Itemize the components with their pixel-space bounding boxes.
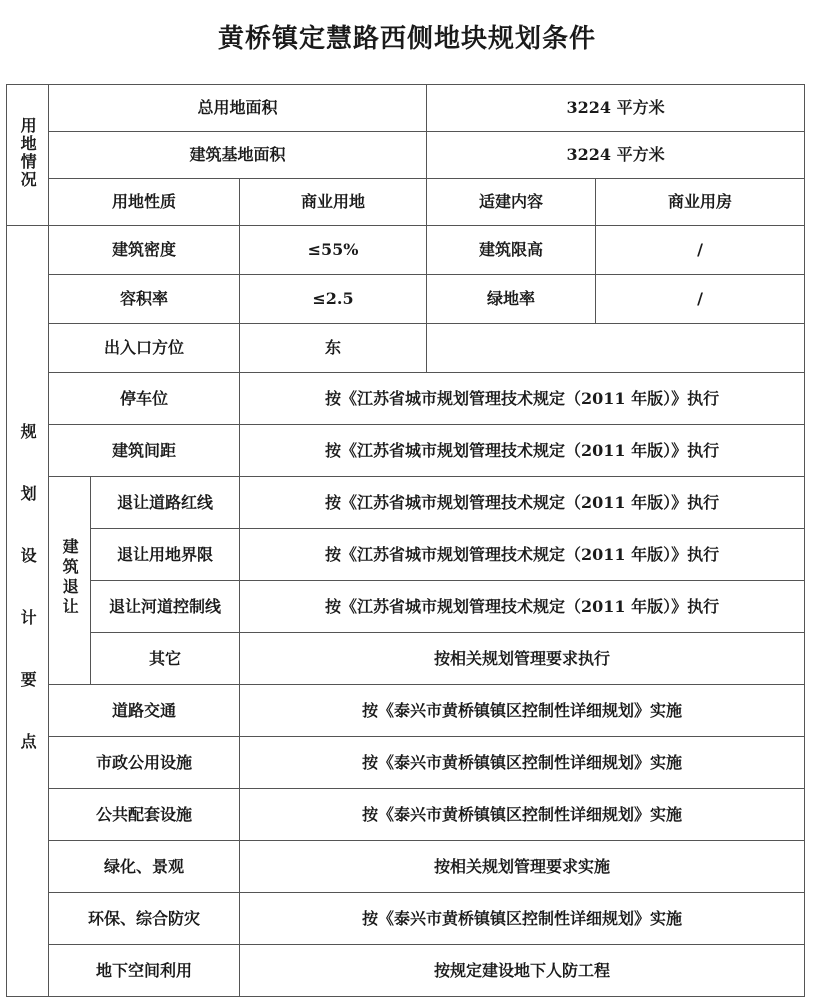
river-line-value: 按《江苏省城市规划管理技术规定（2011 年版）》执行 — [240, 581, 805, 633]
height-limit-label: 建筑限高 — [427, 226, 596, 275]
suitable-content-label: 适建内容 — [427, 179, 596, 226]
table-row — [7, 893, 805, 945]
height-limit-value: / — [596, 226, 805, 275]
building-base-area-value: 3224 平方米 — [427, 132, 805, 179]
table-row — [7, 685, 805, 737]
far-label: 容积率 — [49, 275, 240, 324]
setback-label: 建筑退让 — [60, 538, 80, 619]
table-row — [7, 324, 805, 373]
planning-section-label-cell — [7, 226, 49, 997]
road-red-line-label: 退让道路红线 — [91, 477, 240, 529]
parking-value: 按《江苏省城市规划管理技术规定（2011 年版）》执行 — [240, 373, 805, 425]
green-ratio-value: / — [596, 275, 805, 324]
municipal-label: 市政公用设施 — [49, 737, 240, 789]
table-row — [7, 529, 805, 581]
planning-conditions-table — [6, 84, 805, 997]
total-area-label: 总用地面积 — [49, 85, 427, 132]
table-row — [7, 425, 805, 477]
table-row — [7, 477, 805, 529]
setback-other-value: 按相关规划管理要求执行 — [240, 633, 805, 685]
land-boundary-value: 按《江苏省城市规划管理技术规定（2011 年版）》执行 — [240, 529, 805, 581]
spacing-label: 建筑间距 — [49, 425, 240, 477]
table-row — [7, 226, 805, 275]
table-row — [7, 945, 805, 997]
table-row — [7, 841, 805, 893]
empty-cell — [427, 324, 805, 373]
land-section-label-cell — [7, 85, 49, 226]
environment-value: 按《泰兴市黄桥镇镇区控制性详细规划》实施 — [240, 893, 805, 945]
suitable-content-value: 商业用房 — [596, 179, 805, 226]
entrance-label: 出入口方位 — [49, 324, 240, 373]
table-row — [7, 737, 805, 789]
table-row — [7, 179, 805, 226]
greening-value: 按相关规划管理要求实施 — [240, 841, 805, 893]
density-label: 建筑密度 — [49, 226, 240, 275]
greening-label: 绿化、景观 — [49, 841, 240, 893]
land-boundary-label: 退让用地界限 — [91, 529, 240, 581]
building-base-area-label: 建筑基地面积 — [49, 132, 427, 179]
underground-value: 按规定建设地下人防工程 — [240, 945, 805, 997]
road-red-line-value: 按《江苏省城市规划管理技术规定（2011 年版）》执行 — [240, 477, 805, 529]
table-row — [7, 132, 805, 179]
total-area-value: 3224 平方米 — [427, 85, 805, 132]
far-value: ≤2.5 — [240, 275, 427, 324]
table-row — [7, 275, 805, 324]
underground-label: 地下空间利用 — [49, 945, 240, 997]
road-traffic-value: 按《泰兴市黄桥镇镇区控制性详细规划》实施 — [240, 685, 805, 737]
river-line-label: 退让河道控制线 — [91, 581, 240, 633]
table-row — [7, 373, 805, 425]
table-row — [7, 633, 805, 685]
planning-section-label: 规划设计要点 — [18, 422, 38, 795]
table-row — [7, 85, 805, 132]
municipal-value: 按《泰兴市黄桥镇镇区控制性详细规划》实施 — [240, 737, 805, 789]
parking-label: 停车位 — [49, 373, 240, 425]
setback-label-cell — [49, 477, 91, 685]
table-row — [7, 581, 805, 633]
entrance-value: 东 — [240, 324, 427, 373]
land-nature-label: 用地性质 — [49, 179, 240, 226]
environment-label: 环保、综合防灾 — [49, 893, 240, 945]
land-section-label: 用地情况 — [18, 116, 38, 189]
spacing-value: 按《江苏省城市规划管理技术规定（2011 年版）》执行 — [240, 425, 805, 477]
density-value: ≤55% — [240, 226, 427, 275]
land-nature-value: 商业用地 — [240, 179, 427, 226]
public-facilities-label: 公共配套设施 — [49, 789, 240, 841]
public-facilities-value: 按《泰兴市黄桥镇镇区控制性详细规划》实施 — [240, 789, 805, 841]
road-traffic-label: 道路交通 — [49, 685, 240, 737]
document-title: 黄桥镇定慧路西侧地块规划条件 — [217, 24, 596, 54]
setback-other-label: 其它 — [91, 633, 240, 685]
table-row — [7, 789, 805, 841]
green-ratio-label: 绿地率 — [427, 275, 596, 324]
